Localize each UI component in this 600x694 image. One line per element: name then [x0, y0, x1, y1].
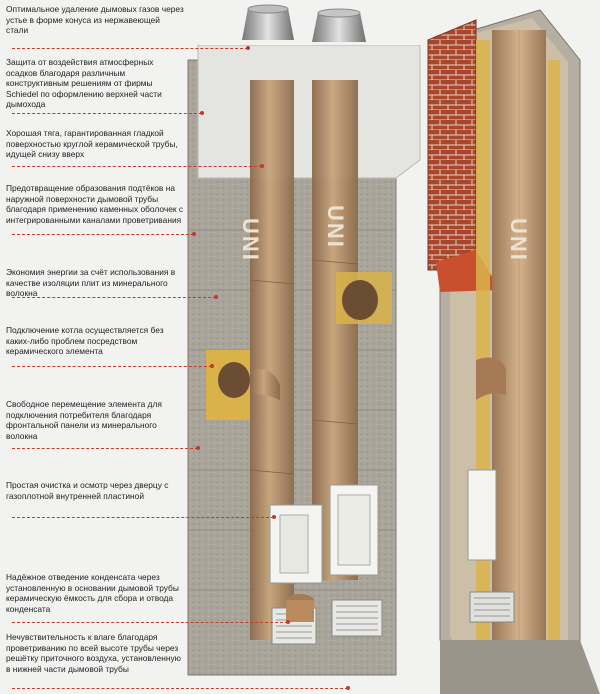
leader-line: [12, 113, 202, 114]
leader-line: [12, 366, 212, 367]
callout-ventilation-shells: Предотвращение образования подтёков на наружной поверхности дымовой трубы благодаря применению каменных оболочек с интегрированными каналами проветривания: [6, 183, 184, 225]
callout-boiler-connection: Подключение котла осуществляется без каких-либо проблем посредством керамического элемента: [6, 325, 164, 357]
leader-line: [12, 448, 198, 449]
pipe-marking-right: UNI: [506, 218, 531, 262]
leader-line: [12, 517, 274, 518]
leader-line: [12, 622, 288, 623]
leader-line: [12, 48, 248, 49]
leader-line: [12, 688, 348, 689]
callout-moisture-vent: Нечувствительность к влаге благодаря проветриванию по всей высоте трубы через решётку приточного воздуха, установленную в нижней части дымовой трубы: [6, 632, 181, 674]
callout-front-panel: Свободное перемещение элемента для подключения потребителя благодаря фронтальной панели из минерального волокна: [6, 399, 162, 441]
callout-stack-cone: Оптимальное удаление дымовых газов через устье в форме конуса из нержавеющей стали: [6, 4, 184, 36]
callout-rain-protection: Защита от воздействия атмосферных осадков благодаря различным конструктивным решениям от фирмы Schiedel по оформлению верхней части дымохода: [6, 57, 162, 110]
leader-line: [12, 297, 216, 298]
pipe-marking-left: UNI: [238, 218, 263, 262]
pipe-marking-center: UNI: [323, 205, 348, 249]
leader-line: [12, 234, 194, 235]
callout-condensate: Надёжное отведение конденсата через установленную в основании дымовой трубы керамическую ёмкость для сбора и отвода конденсата: [6, 572, 179, 614]
callout-cleaning-door: Простая очистка и осмотр через дверцу с газоплотной внутренней пластиной: [6, 480, 169, 501]
leader-line: [12, 166, 262, 167]
callout-insulation: Экономия энергии за счёт использования в качестве изоляции плит из минерального волокна: [6, 267, 176, 299]
callout-draft: Хорошая тяга, гарантированная гладкой поверхностью круглой керамической трубы, идущей снизу вверх: [6, 128, 178, 160]
